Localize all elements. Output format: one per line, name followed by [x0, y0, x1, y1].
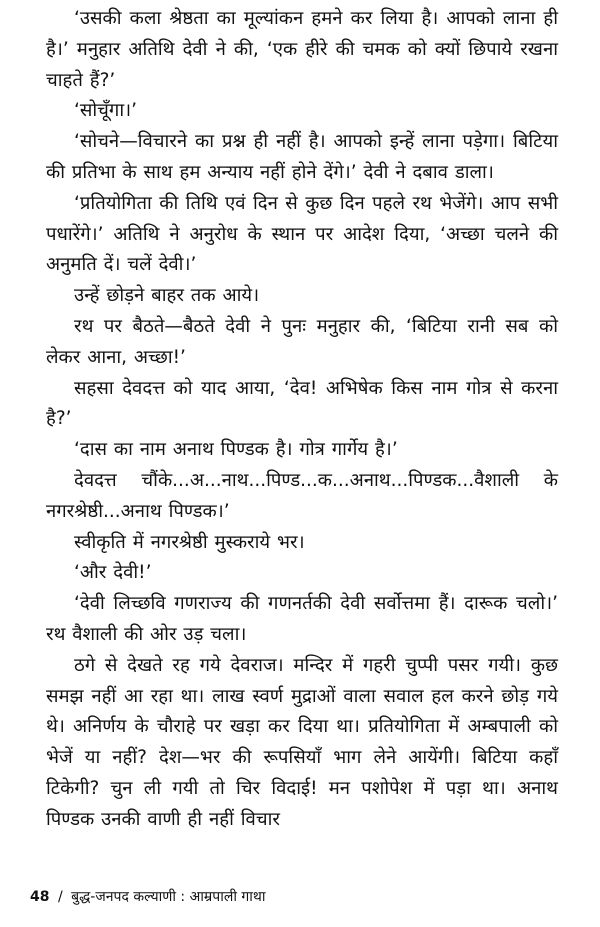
paragraph: ‘सोचने—विचारने का प्रश्न ही नहीं है। आपको इन्हें लाना पड़ेगा। बिटिया की प्रतिभा के साथ हम अन्याय नहीं होने देंगे।’ देवी ने दबाव डाला।: [46, 131, 558, 183]
page-body: [46, 4, 558, 836]
paragraph: उन्हें छोड़ने बाहर तक आये।: [74, 285, 260, 307]
paragraph: ‘उसकी कला श्रेष्ठता का मूल्यांकन हमने कर लिया है। आपको लाना ही है।’ मनुहार अतिथि देवी ने की, ‘एक हीरे की चमक को क्यों छिपाये रखना चाहते हैं?’: [46, 8, 558, 91]
paragraph: देवदत्त चौंके...अ...नाथ...पिण्ड...क...अनाथ...पिण्डक...वैशाली के नगरश्रेष्ठी...अनाथ पिण्डक।’: [46, 469, 558, 522]
footer-separator: /: [57, 889, 63, 905]
paragraph: ठगे से देखते रह गये देवराज। मन्दिर में गहरी चुप्पी पसर गयी। कुछ समझ नहीं आ रहा था। लाख स्वर्ण मुद्राओं वाला सवाल हल करने छोड़ गये थे। अनिर्णय के चौराहे पर खड़ा कर दिया था। प्रतियोगिता में अम्बपाली को भेजें या नहीं? देश—भर की रूपसियाँ भाग लेने आयेंगी। बिटिया कहाँ टिकेगी? चुन ली गयी तो चिर विदाई! मन पशोपेश में पड़ा था। अनाथ पिण्डक उनकी वाणी ही नहीं विचार: [46, 654, 558, 830]
paragraph: रथ पर बैठते—बैठते देवी ने पुनः मनुहार की, ‘बिटिया रानी सब को लेकर आना, अच्छा!’: [46, 315, 558, 368]
paragraph: स्वीकृति में नगरश्रेष्ठी मुस्कराये भर।: [74, 531, 305, 553]
paragraph: ‘प्रतियोगिता की तिथि एवं दिन से कुछ दिन पहले रथ भेजेंगे। आप सभी पधारेंगे।’ अतिथि ने अनुरोध के स्थान पर आदेश दिया, ‘अच्छा चलने की अनुमति दें। चलें देवी।’: [46, 192, 558, 276]
paragraph: ‘दास का नाम अनाथ पिण्डक है। गोत्र गार्गेय है।’: [74, 439, 398, 461]
page-footer: [30, 887, 570, 907]
page-number: 48: [30, 889, 50, 905]
paragraph: ‘और देवी!’: [74, 562, 152, 584]
paragraph: ‘सोचूँगा।’: [74, 100, 138, 122]
paragraph: ‘देवी लिच्छवि गणराज्य की गणनर्तकी देवी सर्वोत्तमा हैं। दारूक चलो।’ रथ वैशाली की ओर उड़ चला।: [46, 593, 558, 645]
paragraph: सहसा देवदत्त को याद आया, ‘देव! अभिषेक किस नाम गोत्र से करना है?’: [46, 377, 558, 430]
book-title: बुद्ध-जनपद कल्याणी : आम्रपाली गाथा: [71, 889, 266, 905]
